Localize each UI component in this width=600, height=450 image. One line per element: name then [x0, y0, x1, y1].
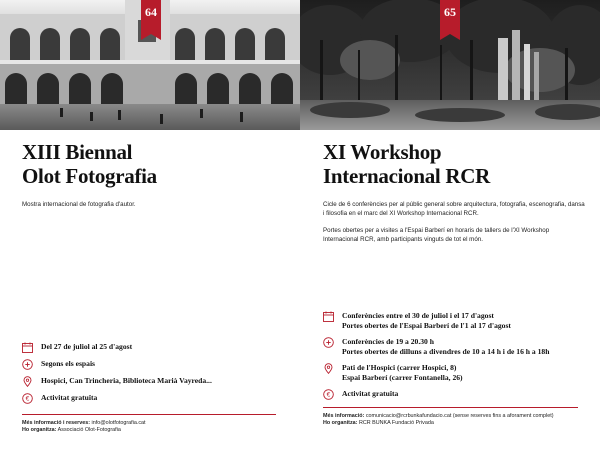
- info-text: [342, 363, 463, 383]
- info-text: [342, 311, 511, 331]
- info-text: [342, 389, 398, 399]
- organizer-name: RCR BUNKA Fundació Privada: [358, 420, 434, 427]
- location-pin-icon: [323, 363, 334, 374]
- info-row-hours: [22, 359, 284, 376]
- page-title: [323, 140, 490, 188]
- page-number-badge: [141, 0, 161, 34]
- calendar-icon: [22, 342, 33, 353]
- more-info-label: Més informació i reserves:: [22, 420, 91, 426]
- info-text: Hospici, Can Trincheria, Biblioteca Marià Vayreda...: [41, 376, 212, 385]
- page-number: 65: [444, 5, 456, 19]
- organizer-name: Associació Olot-Fotografia: [57, 427, 121, 434]
- contact-email[interactable]: info@olotfotografia.cat: [91, 420, 146, 426]
- euro-icon: [323, 389, 334, 400]
- info-row-dates: [22, 342, 284, 359]
- svg-text:€: €: [25, 395, 30, 403]
- info-row-price: [22, 393, 284, 410]
- event-info-list: [323, 311, 585, 406]
- page-number: 64: [145, 5, 157, 19]
- title-line: XIII Biennal: [22, 140, 133, 164]
- organizer-label: Ho organitza:: [323, 420, 358, 427]
- euro-icon: [22, 393, 33, 404]
- footer-divider: [323, 407, 578, 408]
- info-line: Conferències entre el 30 de juliol i el 17 d'agost: [342, 311, 494, 320]
- event-info-list: [22, 342, 284, 410]
- contact-email[interactable]: comunicacio@rcrbunkafundacio.cat (sense reserves fins a aforament complet): [365, 413, 554, 419]
- title-line: XI Workshop: [323, 140, 442, 164]
- info-line: Espai Barberí (carrer Fontanella, 26): [342, 373, 463, 382]
- plus-circle-icon: [323, 337, 334, 348]
- organizer-label: Ho organitza:: [22, 427, 57, 434]
- info-text: Segons els espais: [41, 359, 96, 368]
- info-row-price: [323, 389, 585, 400]
- more-info-label: Més informació:: [323, 413, 365, 419]
- intro-paragraph: Portes obertes per a visites a l'Espai Barberí en horaris de tallers de l'XI Workshop Internacional RCR, amb participants vinguts de tot el món.: [323, 227, 550, 243]
- title-line: Internacional RCR: [323, 164, 490, 188]
- page-title: [22, 140, 157, 188]
- svg-text:€: €: [326, 391, 331, 399]
- intro-text: Mostra internacional de fotografia d'autor.: [22, 201, 136, 208]
- plus-circle-icon: [22, 359, 33, 370]
- intro-text: [323, 200, 585, 252]
- info-row-dates: [323, 311, 585, 331]
- title-line: Olot Fotografia: [22, 164, 157, 188]
- intro-paragraph: Cicle de 6 conferències per al públic general sobre arquitectura, fotografia, escenografia, dansa i filosofia en el marc del XI Workshop Internacional RCR.: [323, 201, 585, 217]
- info-line: Conferències de 19 a 20.30 h: [342, 337, 434, 346]
- calendar-icon: [323, 311, 334, 322]
- info-line: Portes obertes de dilluns a divendres de 10 a 14 h i de 16 h a 18h: [342, 347, 550, 356]
- info-line: Portes obertes de l'Espai Barberí de l'1 al 17 d'agost: [342, 321, 511, 330]
- info-line: Pati de l'Hospici (carrer Hospici, 8): [342, 363, 457, 372]
- page-number-badge: [440, 0, 460, 34]
- info-text: [342, 337, 549, 357]
- location-pin-icon: [22, 376, 33, 387]
- footer: [323, 413, 585, 427]
- footer: [22, 420, 284, 434]
- info-line: Activitat gratuïta: [342, 389, 399, 398]
- info-row-hours: [323, 337, 585, 357]
- info-text: Activitat gratuïta: [41, 393, 98, 402]
- info-text: Del 27 de juliol al 25 d'agost: [41, 342, 133, 351]
- info-row-location: [323, 363, 585, 383]
- right-page: [300, 0, 600, 450]
- footer-divider: [22, 414, 276, 415]
- info-row-location: [22, 376, 284, 393]
